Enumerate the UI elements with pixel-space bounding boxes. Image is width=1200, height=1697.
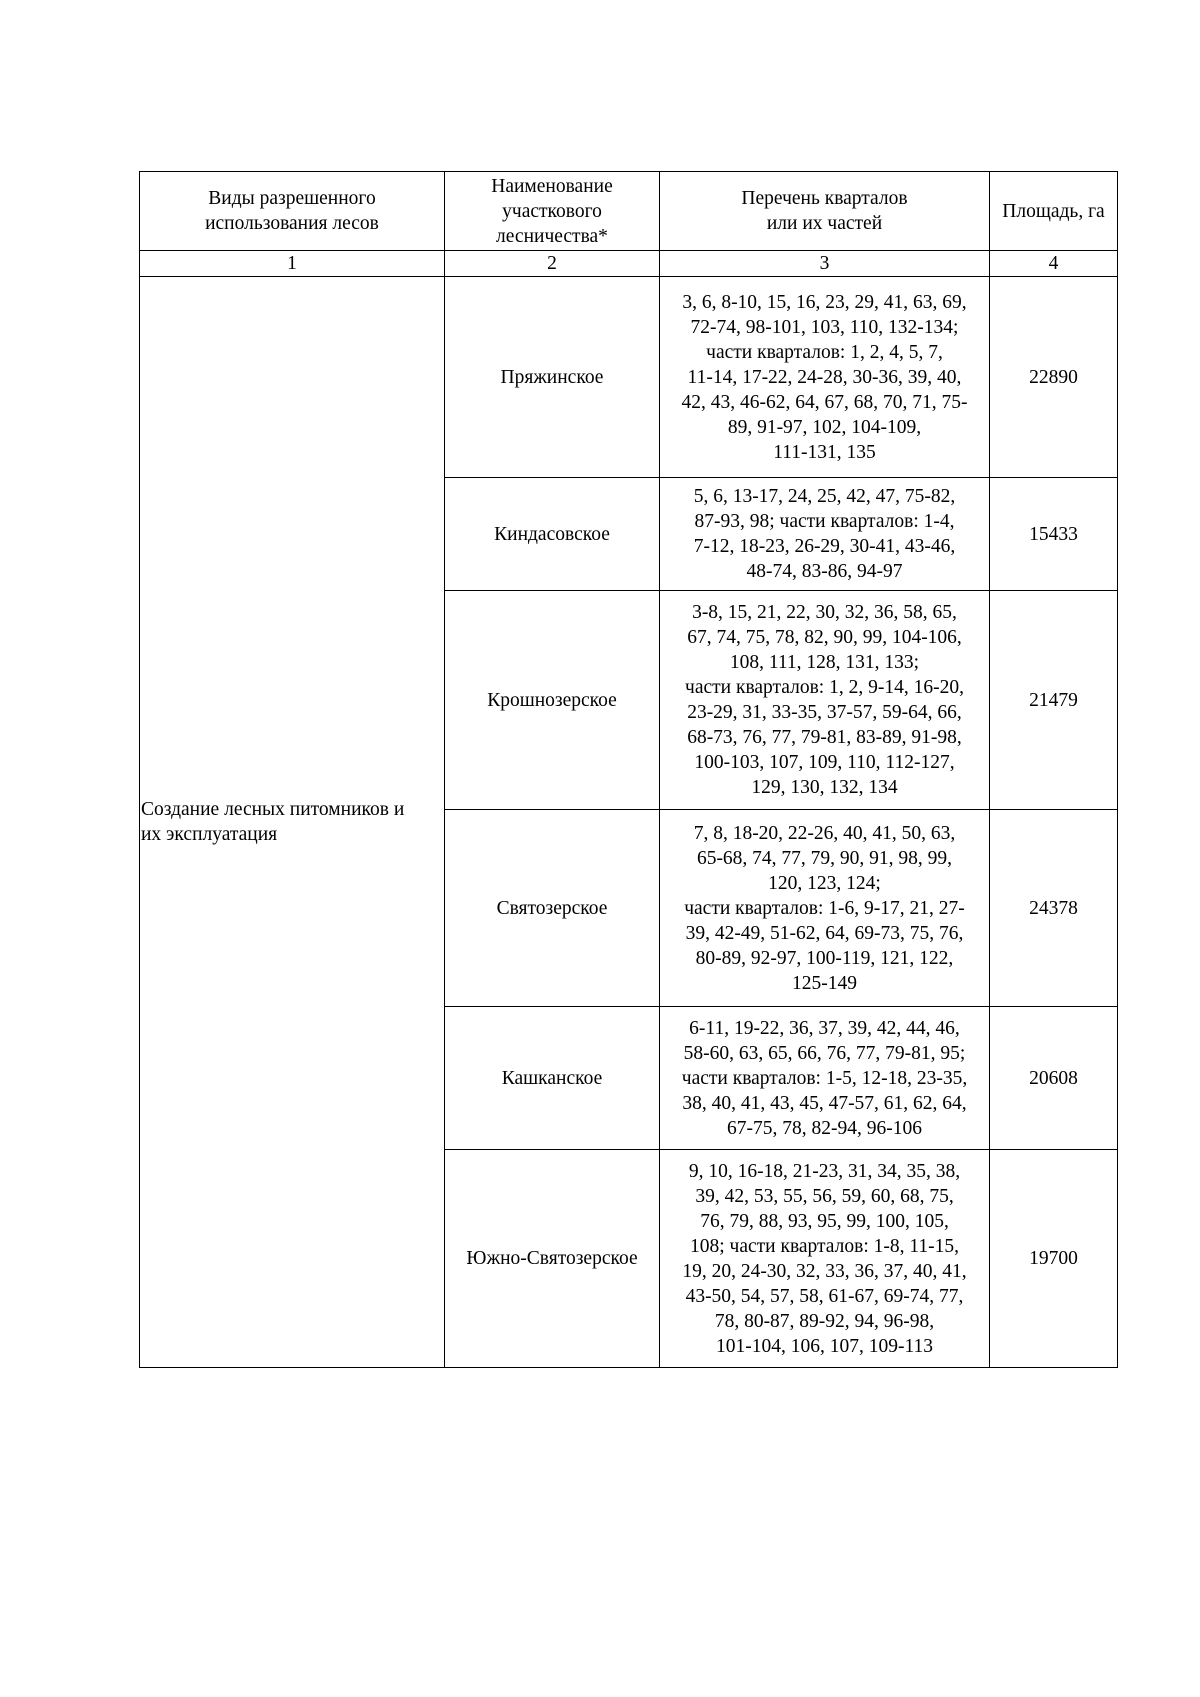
area-value: 20608 <box>990 1007 1118 1150</box>
column-number: 4 <box>990 251 1118 277</box>
quarters-list <box>660 1150 990 1368</box>
quarters-line: 43-50, 54, 57, 58, 61-67, 69-74, 77, <box>685 1285 964 1307</box>
quarters-line: 6-11, 19-22, 36, 37, 39, 42, 44, 46, <box>689 1017 960 1039</box>
quarters-list <box>660 1007 990 1150</box>
quarters-line: 11-14, 17-22, 24-28, 30-36, 39, 40, <box>687 366 962 388</box>
quarters-line: 72-74, 98-101, 103, 110, 132-134; <box>690 316 959 338</box>
forestry-name: Кашканское <box>445 1007 660 1150</box>
quarters-line: 5, 6, 13-17, 24, 25, 42, 47, 75-82, <box>693 486 956 507</box>
quarters-list <box>660 810 990 1007</box>
quarters-line: 65-68, 74, 77, 79, 90, 91, 98, 99, <box>696 847 953 869</box>
column-number: 1 <box>140 251 445 277</box>
quarters-line: части кварталов: 1-6, 9-17, 21, 27- <box>684 897 965 919</box>
quarters-list <box>660 478 990 591</box>
forestry-name: Южно-Святозерское <box>445 1150 660 1368</box>
quarters-line: 120, 123, 124; <box>768 872 881 894</box>
quarters-line: 125-149 <box>792 972 857 994</box>
quarters-line: 100-103, 107, 109, 110, 112-127, <box>694 752 955 773</box>
quarters-line: 38, 40, 41, 43, 45, 47-57, 61, 62, 64, <box>682 1092 967 1114</box>
table-row <box>140 277 1118 478</box>
quarters-line: 76, 79, 88, 93, 95, 99, 100, 105, <box>700 1210 949 1232</box>
quarters-line: части кварталов: 1, 2, 9-14, 16-20, <box>685 677 964 698</box>
usage-type-cell: Создание лесных питомников и их эксплуатация <box>140 277 445 1368</box>
area-value: 21479 <box>990 591 1118 810</box>
quarters-list <box>660 277 990 478</box>
forestry-name: Святозерское <box>445 810 660 1007</box>
column-number-row <box>140 251 1118 277</box>
quarters-line: 39, 42-49, 51-62, 64, 69-73, 75, 76, <box>685 922 964 944</box>
column-number: 3 <box>660 251 990 277</box>
header-quarters-list: Перечень кварталов или их частей <box>660 172 990 251</box>
column-number: 2 <box>445 251 660 277</box>
header-usage-types: Виды разрешенного использования лесов <box>140 172 445 251</box>
area-value: 15433 <box>990 478 1118 591</box>
forestry-name: Киндасовское <box>445 478 660 591</box>
header-forestry-name: Наименование участкового лесничества* <box>445 172 660 251</box>
area-value: 24378 <box>990 810 1118 1007</box>
quarters-line: 87-93, 98; части кварталов: 1-4, <box>694 511 955 532</box>
quarters-line: 111-131, 135 <box>773 441 876 463</box>
quarters-line: 101-104, 106, 107, 109-113 <box>715 1335 933 1357</box>
header-area: Площадь, га <box>990 172 1118 251</box>
quarters-line: 108, 111, 128, 131, 133; <box>729 652 920 673</box>
quarters-line: 78, 80-87, 89-92, 94, 96-98, <box>714 1310 935 1332</box>
quarters-line: части кварталов: 1-5, 12-18, 23-35, <box>681 1067 968 1089</box>
quarters-line: 42, 43, 46-62, 64, 67, 68, 70, 71, 75- <box>681 391 968 413</box>
quarters-line: 48-74, 83-86, 94-97 <box>746 561 903 582</box>
quarters-line: 67, 74, 75, 78, 82, 90, 99, 104-106, <box>687 627 962 648</box>
quarters-line: 19, 20, 24-30, 32, 33, 36, 37, 40, 41, <box>682 1260 967 1282</box>
quarters-line: 68-73, 76, 77, 79-81, 83-89, 91-98, <box>687 727 962 748</box>
area-value: 19700 <box>990 1150 1118 1368</box>
forestry-name: Пряжинское <box>445 277 660 478</box>
forest-usage-table <box>139 171 1118 1368</box>
quarters-line: 80-89, 92-97, 100-119, 121, 122, <box>695 947 954 969</box>
area-value: 22890 <box>990 277 1118 478</box>
quarters-line: 129, 130, 132, 134 <box>751 777 898 798</box>
quarters-line: 39, 42, 53, 55, 56, 59, 60, 68, 75, <box>695 1185 954 1207</box>
forestry-name: Крошнозерское <box>445 591 660 810</box>
quarters-line: 7, 8, 18-20, 22-26, 40, 41, 50, 63, <box>693 822 956 844</box>
table-header-row <box>140 172 1118 251</box>
quarters-line: 108; части кварталов: 1-8, 11-15, <box>689 1235 960 1257</box>
quarters-line: 89, 91-97, 102, 104-109, <box>727 416 922 438</box>
quarters-line: части кварталов: 1, 2, 4, 5, 7, <box>706 341 943 363</box>
quarters-line: 7-12, 18-23, 26-29, 30-41, 43-46, <box>693 536 956 557</box>
quarters-line: 9, 10, 16-18, 21-23, 31, 34, 35, 38, <box>688 1160 961 1182</box>
quarters-list <box>660 591 990 810</box>
quarters-line: 67-75, 78, 82-94, 96-106 <box>727 1117 922 1139</box>
quarters-line: 23-29, 31, 33-35, 37-57, 59-64, 66, <box>687 702 962 723</box>
quarters-line: 3-8, 15, 21, 22, 30, 32, 36, 58, 65, <box>692 602 957 623</box>
quarters-line: 58-60, 63, 65, 66, 76, 77, 79-81, 95; <box>683 1042 966 1064</box>
quarters-line: 3, 6, 8-10, 15, 16, 23, 29, 41, 63, 69, <box>682 291 967 313</box>
